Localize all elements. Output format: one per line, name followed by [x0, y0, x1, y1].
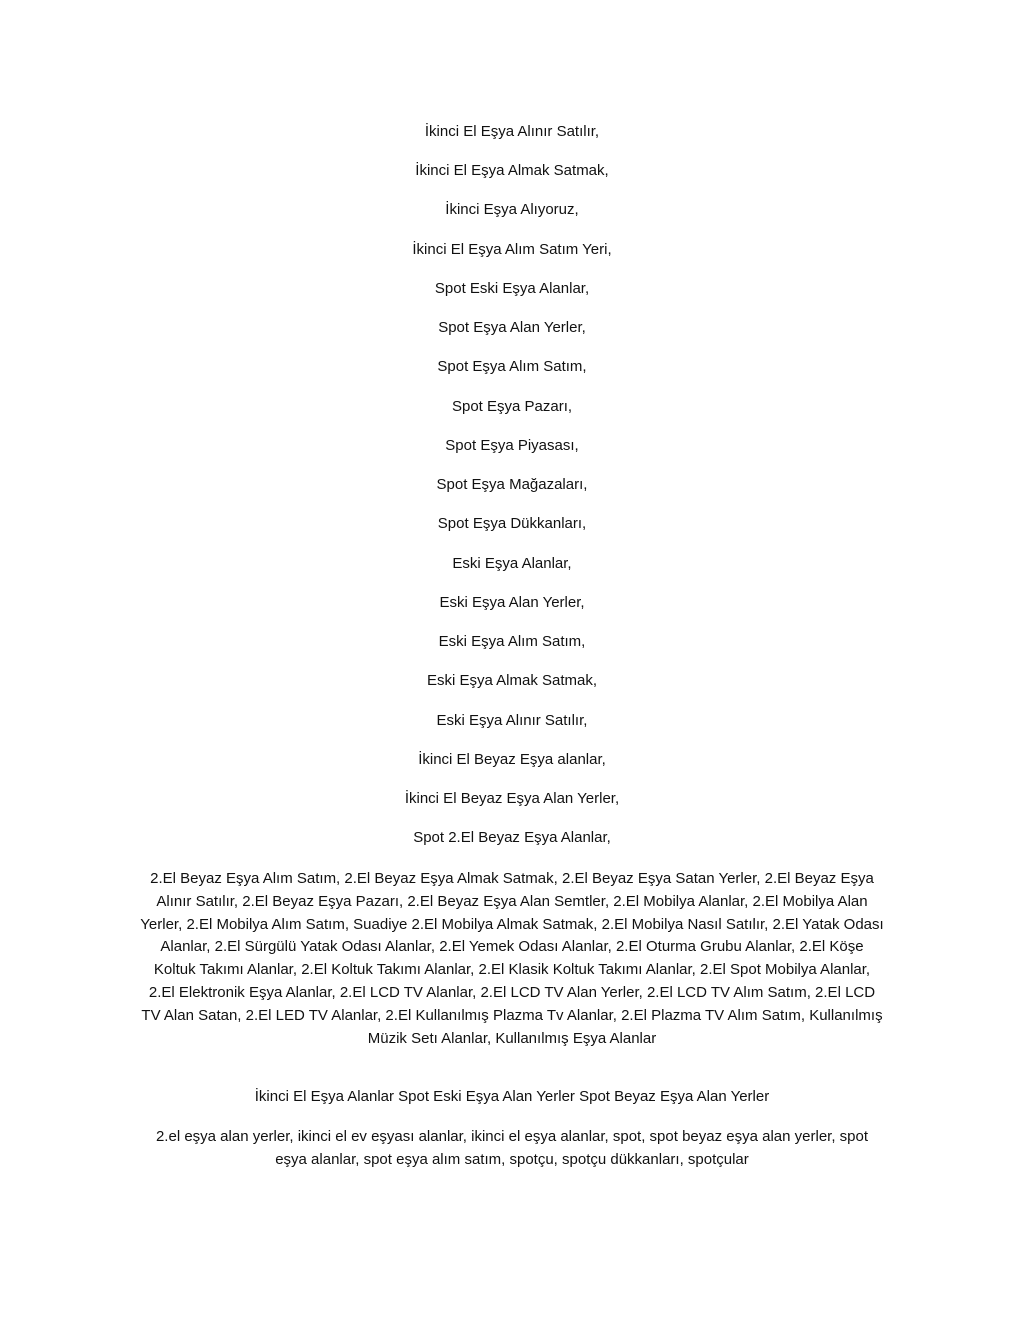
text-line: Spot Eşya Pazarı, [451, 398, 573, 415]
text-line: Spot Eşya Dükkanları, [437, 515, 587, 532]
text-line: Spot Eski Eşya Alanlar, [434, 280, 590, 297]
text-line: Spot Eşya Alım Satım, [437, 358, 587, 375]
text-line: İkinci El Beyaz Eşya Alan Yerler, [404, 790, 620, 807]
summary-line: İkinci El Eşya Alanlar Spot Eski Eşya Alan Yerler Spot Beyaz Eşya Alan Yerler [254, 1088, 770, 1105]
text-line: Eski Eşya Almak Satmak, [426, 672, 598, 689]
text-line: İkinci El Beyaz Eşya alanlar, [418, 751, 606, 768]
text-line: İkinci Eşya Alıyoruz, [445, 201, 579, 218]
text-line: Eski Eşya Alan Yerler, [439, 594, 585, 611]
text-line: İkinci El Eşya Almak Satmak, [415, 162, 609, 179]
text-line: Spot Eşya Mağazaları, [436, 476, 588, 493]
text-line: Eski Eşya Alım Satım, [438, 633, 586, 650]
text-line: Eski Eşya Alınır Satılır, [436, 712, 588, 729]
text-line: Eski Eşya Alanlar, [452, 555, 572, 572]
text-line: Spot 2.El Beyaz Eşya Alanlar, [413, 829, 611, 846]
keywords-paragraph: 2.el eşya alan yerler, ikinci el ev eşyası alanlar, ikinci el eşya alanlar, spot, spot beyaz eşya alan yerler, spot eşya alanlar, spot eşya alım satım, spotçu, spotçu dükkanları, spotçular [155, 1128, 869, 1168]
text-line: Spot Eşya Alan Yerler, [438, 319, 586, 336]
text-line: Spot Eşya Piyasası, [445, 437, 579, 454]
main-paragraph: 2.El Beyaz Eşya Alım Satım, 2.El Beyaz Eşya Almak Satmak, 2.El Beyaz Eşya Satan Yerler, 2.El Beyaz Eşya Alınır Satılır, 2.El Beyaz Eşya Pazarı, 2.El Beyaz Eşya Alan Semtler, 2.El Mobilya Alanlar, 2.El Mobilya Alan Yerler, 2.El Mobilya Alım Satım, Suadiye 2.El Mobilya Almak Satmak, 2.El Mobilya Nasıl Satılır, 2.El Yatak Odası Alanlar, 2.El Sürgülü Yatak Odası Alanlar, 2.El Yemek Odası Alanlar, 2.El Oturma Grubu Alanlar, 2.El Köşe Koltuk Takımı Alanlar, 2.El Koltuk Takımı Alanlar, 2.El Klasik Koltuk Takımı Alanlar, 2.El Spot Mobilya Alanlar, 2.El Elektronik Eşya Alanlar, 2.El LCD TV Alanlar, 2.El LCD TV Alan Yerler, 2.El LCD TV Alım Satım, 2.El LCD TV Alan Satan, 2.El LED TV Alanlar, 2.El Kullanılmış Plazma Tv Alanlar, 2.El Plazma TV Alım Satım, Kullanılmış Müzik Setı Alanlar, Kullanılmış Eşya Alanlar [140, 870, 884, 1047]
text-line: İkinci El Eşya Alım Satım Yeri, [412, 241, 612, 258]
text-line: İkinci El Eşya Alınır Satılır, [424, 123, 600, 140]
